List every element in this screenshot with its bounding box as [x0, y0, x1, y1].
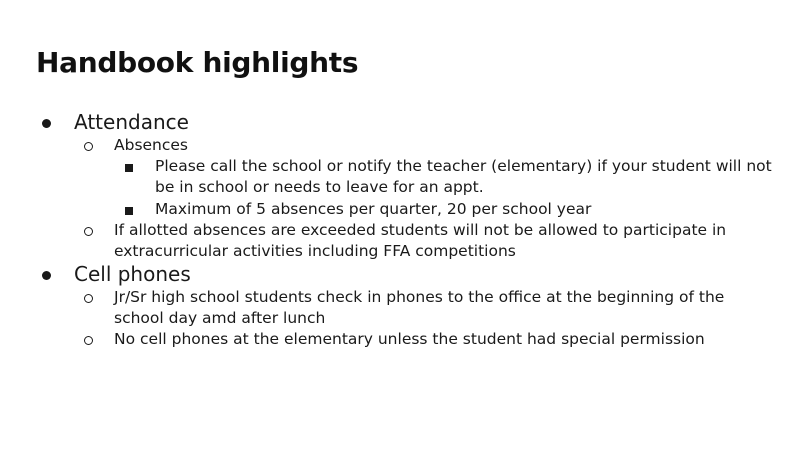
bullet-ring-icon	[84, 227, 93, 236]
bullet-ring-icon	[84, 294, 93, 303]
bullet-square-icon	[125, 164, 133, 172]
sub-bullet-line: school day amd after lunch	[114, 309, 326, 327]
sub-bullet-label: Absences	[114, 136, 189, 154]
sub-bullet-line: extracurricular activities including FFA competitions	[114, 242, 516, 260]
slide-title: Handbook highlights	[36, 46, 359, 79]
sub-bullet-line: If allotted absences are exceeded students will not be allowed to participate in	[114, 221, 727, 239]
detail-line: be in school or needs to leave for an appt.	[155, 178, 484, 196]
bullet-square-icon	[125, 207, 133, 215]
bullet-label: Attendance	[74, 110, 189, 134]
sub-bullet-line: No cell phones at the elementary unless the student had special permission	[114, 330, 705, 348]
bullet-ring-icon	[84, 336, 93, 345]
detail-line: Maximum of 5 absences per quarter, 20 per school year	[155, 200, 592, 218]
detail-line: Please call the school or notify the teacher (elementary) if your student will not	[155, 157, 772, 175]
bullet-dot-icon	[42, 119, 51, 128]
bullet-ring-icon	[84, 142, 93, 151]
bullet-dot-icon	[42, 271, 51, 280]
sub-bullet-line: Jr/Sr high school students check in phones to the office at the beginning of the	[114, 288, 725, 306]
bullet-label: Cell phones	[74, 262, 191, 286]
